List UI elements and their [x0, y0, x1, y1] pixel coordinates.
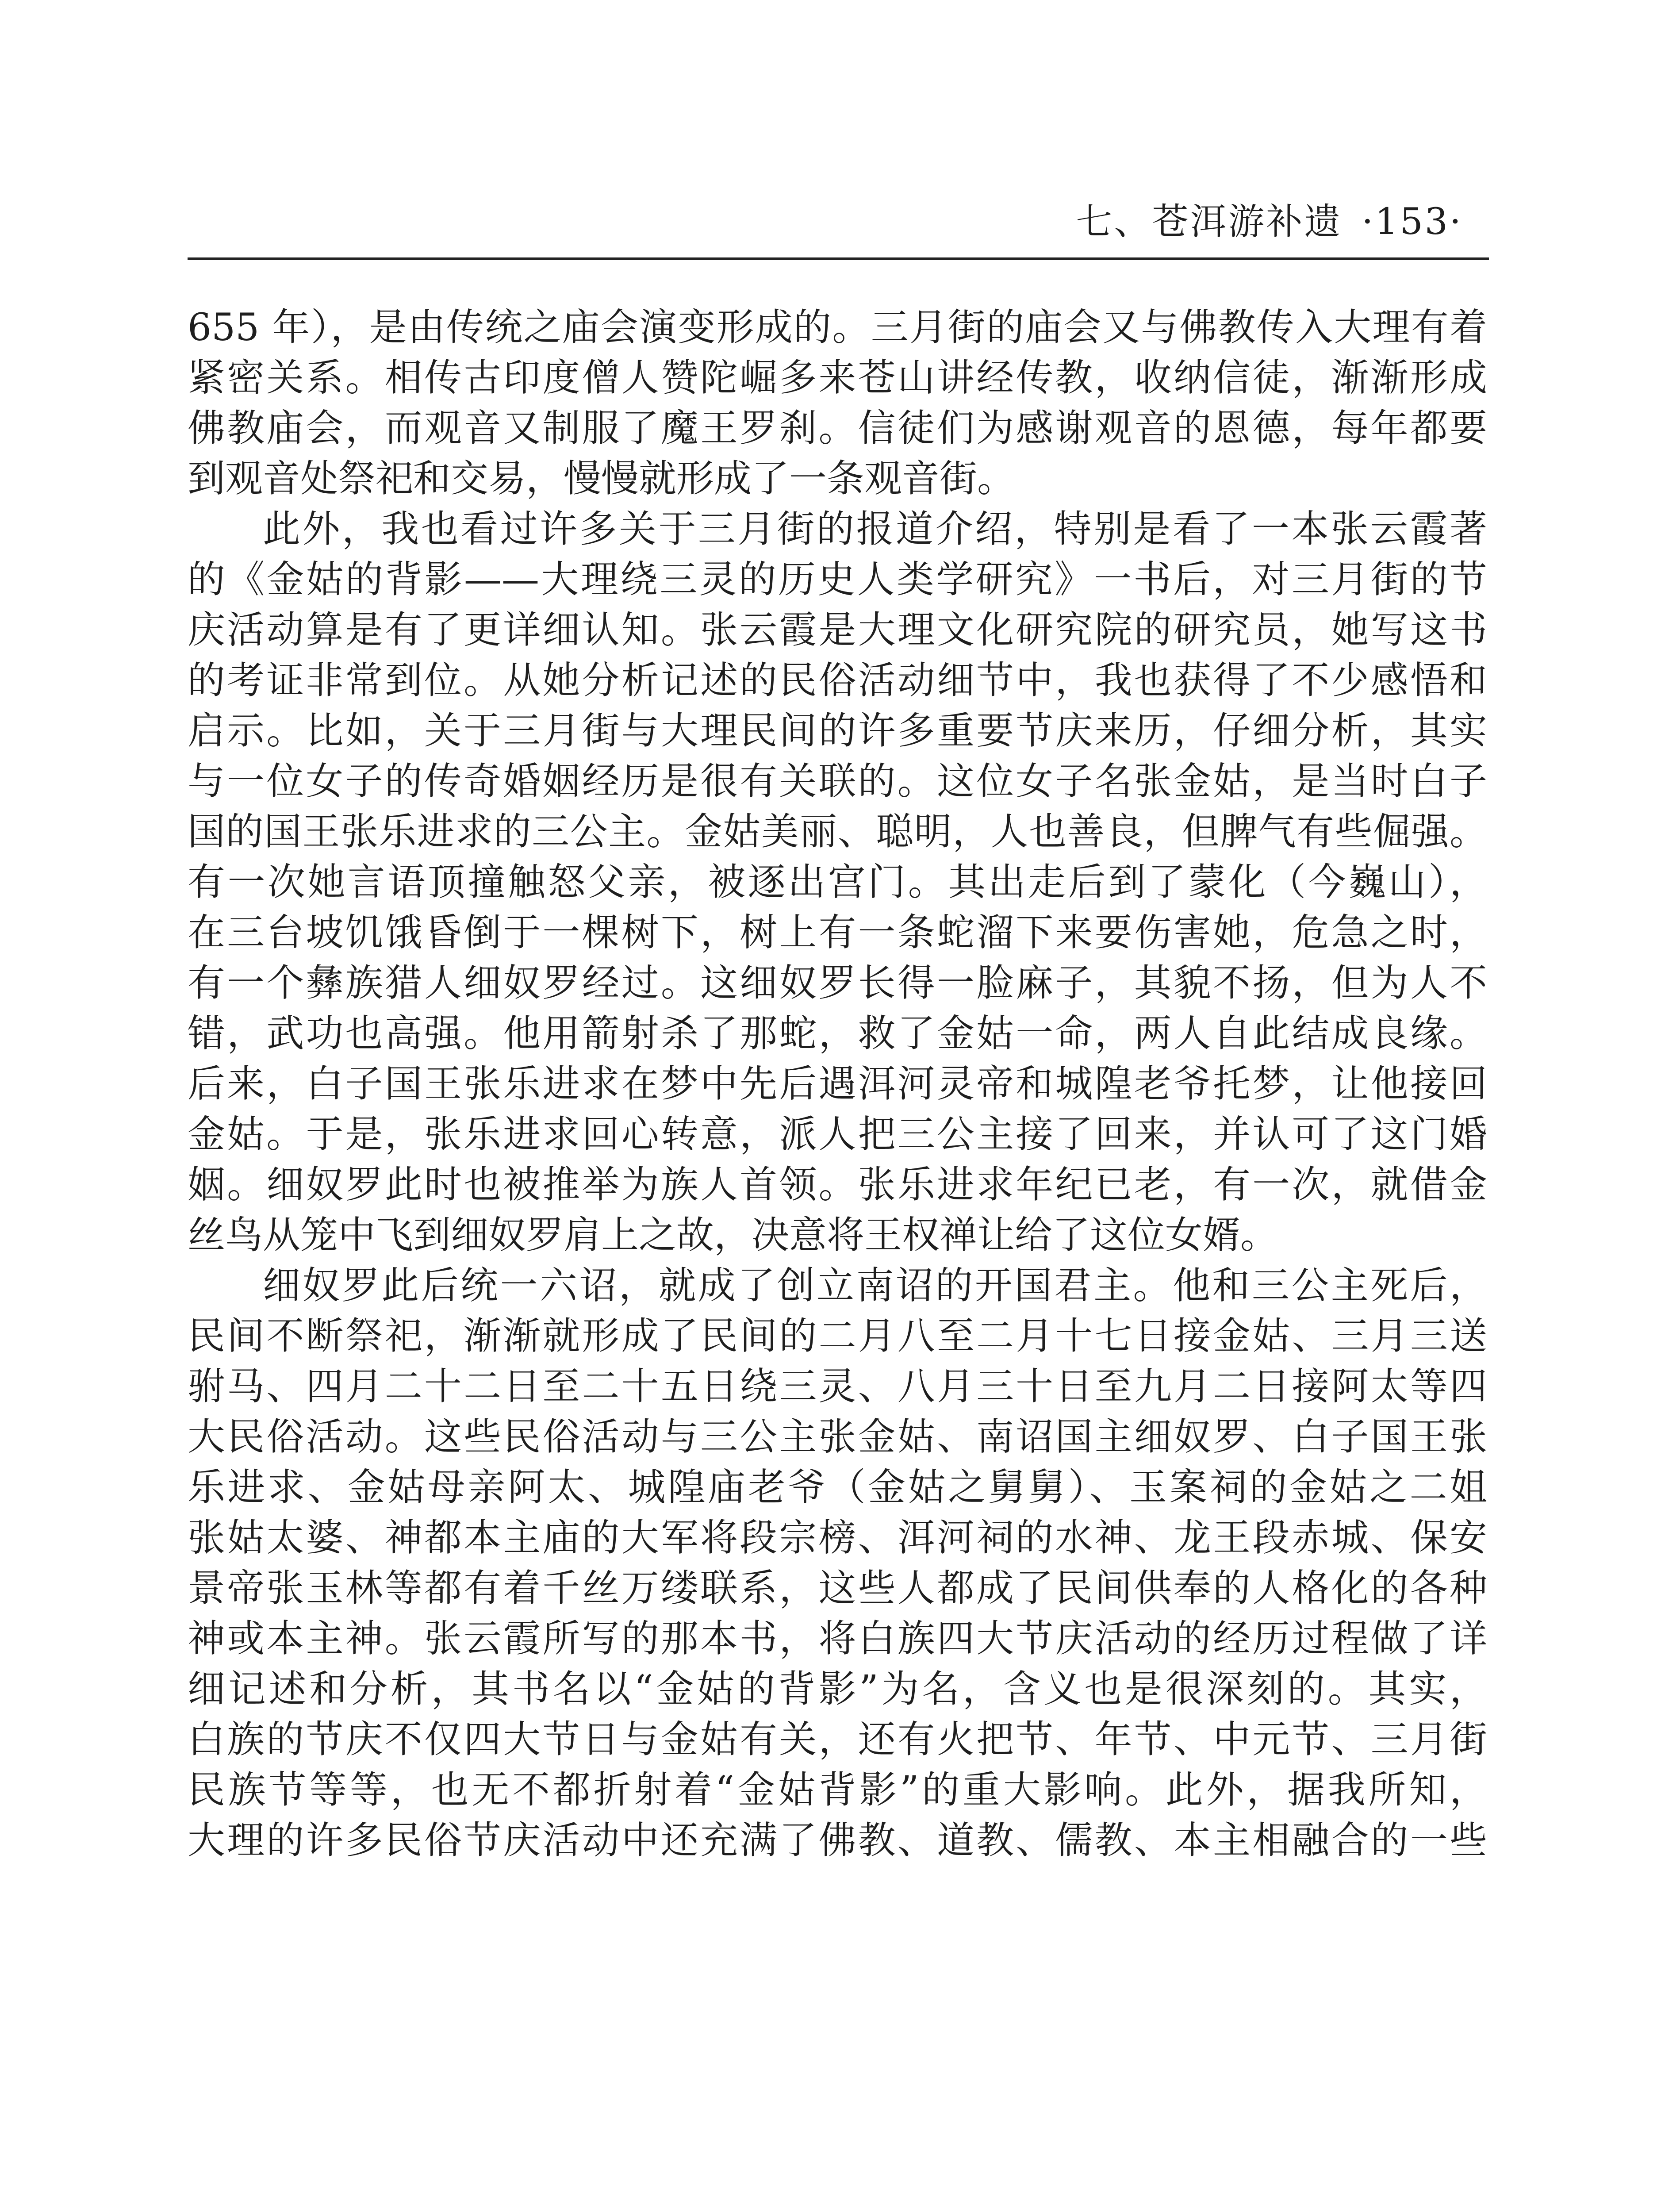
- chapter-title: 七、苍洱游补遗: [1076, 201, 1343, 243]
- text-line: 丝鸟从笼中飞到细奴罗肩上之故，决意将王权禅让给了这位女婿。: [188, 1214, 1278, 1257]
- text-line: 655 年），是由传统之庙会演变形成的。三月街的庙会又与佛教传入大理有着: [188, 306, 1487, 349]
- text-line: 驸马、四月二十二日至二十五日绕三灵、八月三十日至九月二日接阿太等四: [188, 1365, 1487, 1409]
- text-line: 细奴罗此后统一六诏，就成了创立南诏的开国君主。他和三公主死后，: [263, 1264, 1487, 1308]
- text-line: 到观音处祭祀和交易，慢慢就形成了一条观音街。: [188, 457, 1015, 501]
- text-line: 的考证非常到位。从她分析记述的民俗活动细节中，我也获得了不少感悟和: [188, 659, 1487, 703]
- text-line: 金姑。于是，张乐进求回心转意，派人把三公主接了回来，并认可了这门婚: [188, 1113, 1487, 1156]
- text-line: 民族节等等，也无不都折射着“金姑背影”的重大影响。此外，据我所知，: [188, 1768, 1487, 1812]
- text-line: 有一次她言语顶撞触怒父亲，被逐出宫门。其出走后到了蒙化（今巍山），: [188, 860, 1487, 904]
- text-line: 张姑太婆、神都本主庙的大军将段宗榜、洱河祠的水神、龙王段赤城、保安: [188, 1516, 1487, 1560]
- text-line: 与一位女子的传奇婚姻经历是很有关联的。这位女子名张金姑，是当时白子: [188, 760, 1487, 803]
- text-line: 国的国王张乐进求的三公主。金姑美丽、聪明，人也善良，但脾气有些倔强。: [188, 810, 1487, 854]
- text-line: 庆活动算是有了更详细认知。张云霞是大理文化研究院的研究员，她写这书: [188, 608, 1487, 652]
- text-line: 乐进求、金姑母亲阿太、城隍庙老爷（金姑之舅舅）、玉案祠的金姑之二姐: [188, 1466, 1487, 1509]
- text-line: 白族的节庆不仅四大节日与金姑有关，还有火把节、年节、中元节、三月街: [188, 1718, 1487, 1762]
- text-line: 景帝张玉林等都有着千丝万缕联系，这些人都成了民间供奉的人格化的各种: [188, 1567, 1487, 1610]
- body-text: [188, 303, 1487, 1866]
- text-line: 在三台坡饥饿昏倒于一棵树下，树上有一条蛇溜下来要伤害她，危急之时，: [188, 911, 1487, 955]
- header-rule: [188, 257, 1489, 260]
- paragraph: [188, 504, 1487, 1261]
- text-line: 紧密关系。相传古印度僧人赞陀崛多来苍山讲经传教，收纳信徒，渐渐形成: [188, 356, 1487, 400]
- text-line: 后来，白子国王张乐进求在梦中先后遇洱河灵帝和城隍老爷托梦，让他接回: [188, 1062, 1487, 1106]
- text-line: 此外，我也看过许多关于三月街的报道介绍，特别是看了一本张云霞著: [263, 507, 1487, 551]
- text-line: 大理的许多民俗节庆活动中还充满了佛教、道教、儒教、本主相融合的一些: [188, 1819, 1487, 1863]
- page-number: ·153·: [1362, 201, 1463, 243]
- text-line: 民间不断祭祀，渐渐就形成了民间的二月八至二月十七日接金姑、三月三送: [188, 1314, 1487, 1358]
- text-line: 姻。细奴罗此时也被推举为族人首领。张乐进求年纪已老，有一次，就借金: [188, 1163, 1487, 1207]
- text-line: 错，武功也高强。他用箭射杀了那蛇，救了金姑一命，两人自此结成良缘。: [188, 1012, 1487, 1056]
- text-line: 有一个彝族猎人细奴罗经过。这细奴罗长得一脸麻子，其貌不扬，但为人不: [188, 961, 1487, 1005]
- paragraph: [188, 303, 1487, 504]
- text-line: 的《金姑的背影——大理绕三灵的历史人类学研究》一书后，对三月街的节: [188, 558, 1487, 602]
- running-head: [1076, 200, 1463, 244]
- text-line: 细记述和分析，其书名以“金姑的背影”为名，含义也是很深刻的。其实，: [188, 1667, 1487, 1711]
- paragraph: [188, 1261, 1487, 1866]
- text-line: 启示。比如，关于三月街与大理民间的许多重要节庆来历，仔细分析，其实: [188, 709, 1487, 753]
- text-line: 大民俗活动。这些民俗活动与三公主张金姑、南诏国主细奴罗、白子国王张: [188, 1415, 1487, 1459]
- text-line: 神或本主神。张云霞所写的那本书，将白族四大节庆活动的经历过程做了详: [188, 1617, 1487, 1661]
- text-line: 佛教庙会，而观音又制服了魔王罗刹。信徒们为感谢观音的恩德，每年都要: [188, 407, 1487, 450]
